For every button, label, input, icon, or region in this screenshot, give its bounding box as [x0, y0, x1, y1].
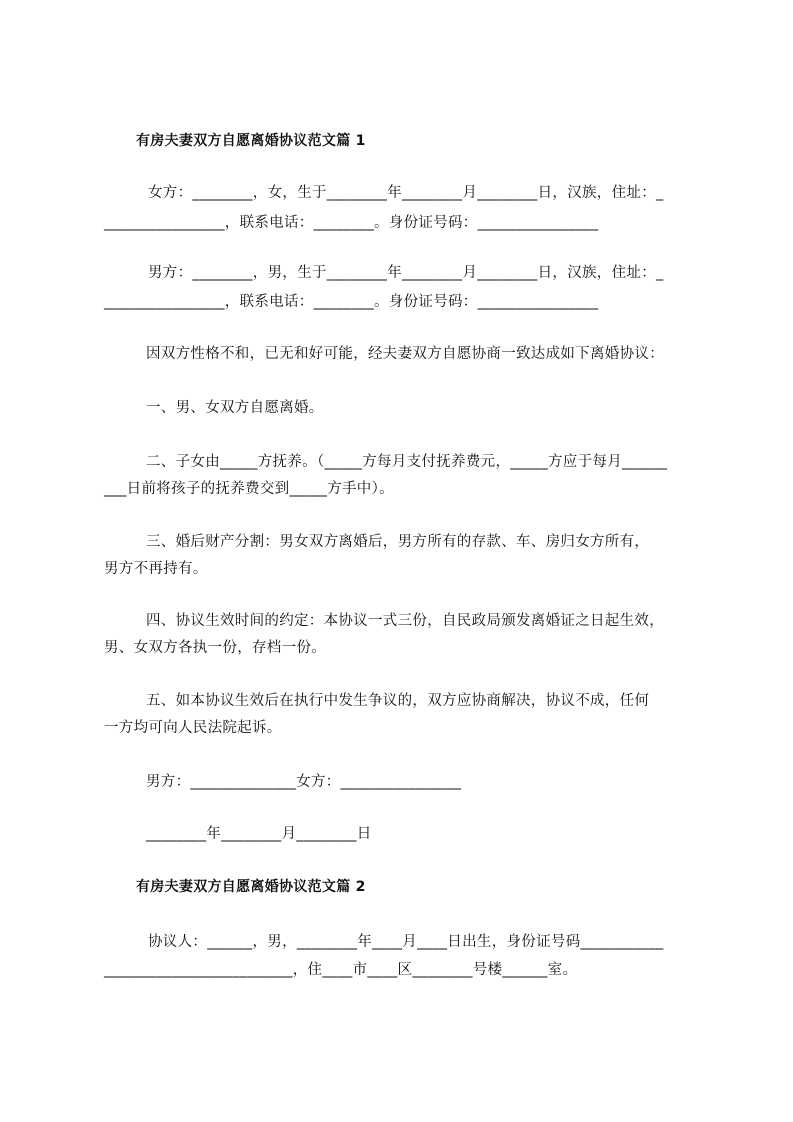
party-info-line-1: 协议人：______，男，________年____月____日出生，身份证号码___________ [148, 934, 664, 950]
clause-4-line-1: 四、协议生效时间的约定：本协议一式三份，自民政局颁发离婚证之日起生效， [146, 613, 664, 629]
clause-3-line-1: 三、婚后财产分割：男女双方离婚后，男方所有的存款、车、房归女方所有， [146, 534, 650, 550]
clause-2-line-2: ___日前将孩子的抚养费交到_____方手中）。 [104, 481, 394, 497]
signature-line: 男方：______________女方：________________ [146, 774, 462, 790]
clause-3-line-2: 男方不再持有。 [104, 561, 208, 577]
male-party-line-1: 男方：________，男，生于________年________月________日，汉族，住址：_ [148, 265, 664, 281]
date-line: ________年________月________日 [146, 826, 372, 842]
section-2-title: 有房夫妻双方自愿离婚协议范文篇 2 [136, 879, 366, 895]
agreement-intro: 因双方性格不和，已无和好可能，经夫妻双方自愿协商一致达成如下离婚协议： [146, 346, 664, 362]
clause-2-line-1: 二、子女由_____方抚养。（_____方每月支付抚养费元，_____方应于每月______ [146, 454, 668, 470]
male-party-line-2: ________________，联系电话：________。身份证号码：________________ [104, 294, 599, 310]
clause-4-line-2: 男、女双方各执一份，存档一份。 [104, 640, 326, 656]
section-1-title: 有房夫妻双方自愿离婚协议范文篇 1 [136, 133, 366, 149]
female-party-line-2: ________________，联系电话：________。身份证号码：________________ [104, 215, 599, 231]
female-party-line-1: 女方：________，女，生于________年________月________日，汉族，住址：_ [148, 185, 664, 201]
clause-5-line-2: 一方均可向人民法院起诉。 [104, 720, 282, 736]
party-info-line-2: _________________________，住____市____区________号楼______室。 [104, 962, 578, 978]
clause-1: 一、男、女双方自愿离婚。 [146, 400, 324, 416]
clause-5-line-1: 五、如本协议生效后在执行中发生争议的，双方应协商解决，协议不成，任何 [146, 693, 650, 709]
